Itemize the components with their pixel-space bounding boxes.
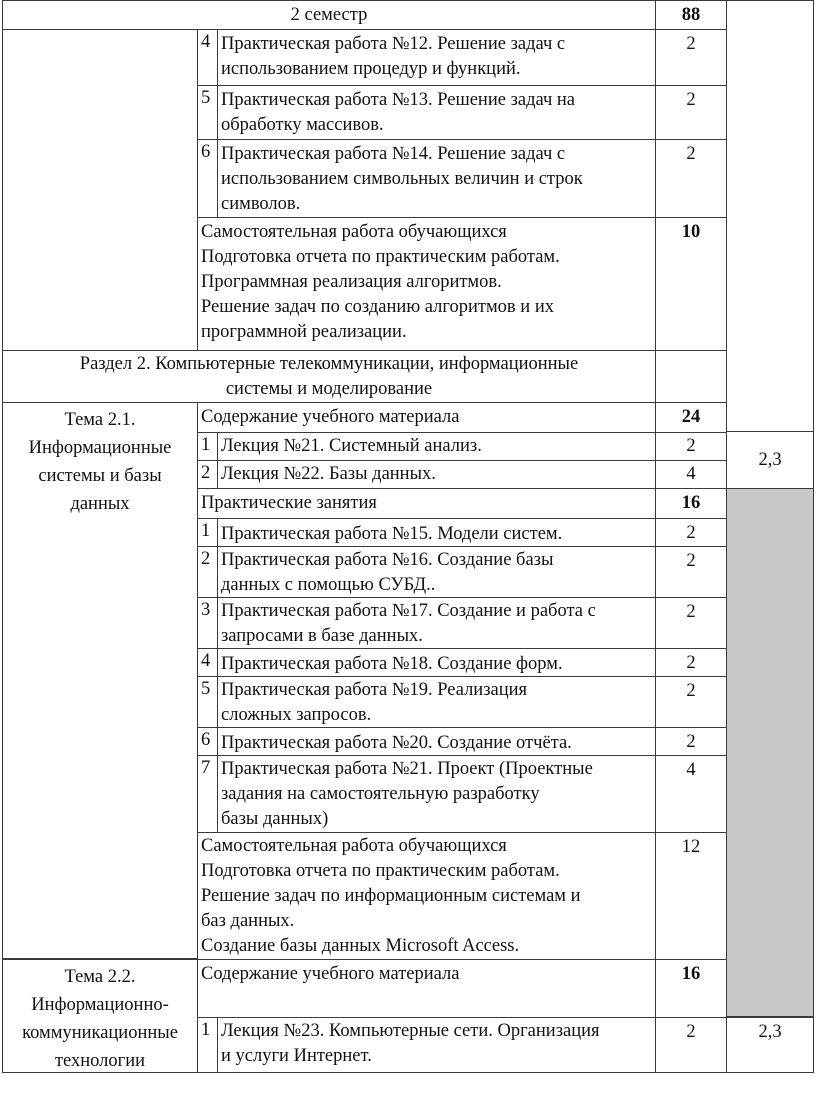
work-number (197, 648, 218, 677)
indep1-line-4: Решение задач по созданию алгоритмов и их (201, 297, 554, 317)
previous-topic-cell (2, 29, 198, 351)
work-hours (655, 755, 727, 833)
lecture-23-line-2: и услуги Интернет. (221, 1046, 372, 1066)
indep1-hours: 10 (681, 222, 701, 242)
lecture-21-hours: 2 (686, 436, 696, 456)
work-6-line-1: Практическая работа №14. Решение задач с (221, 144, 566, 164)
lecture-21-text: Лекция №21. Системный анализ. (221, 436, 482, 456)
lecture-23-line-1: Лекция №23. Компьютерные сети. Организация (221, 1021, 600, 1041)
work-5-line-1: Практическая работа №13. Решение задач на (221, 90, 576, 110)
work-4-hours: 2 (686, 34, 696, 54)
work-hours (655, 597, 727, 649)
work-number (197, 139, 218, 218)
work-4-line-1: Практическая работа №12. Решение задач с (221, 34, 566, 54)
work-number (197, 755, 218, 833)
work-18-num: 4 (201, 651, 211, 671)
work-description (217, 139, 656, 218)
work-description (217, 518, 656, 547)
semester-hours: 88 (681, 5, 701, 25)
lecture-description (217, 432, 656, 461)
work-description (217, 29, 656, 86)
semester-title: 2 семестр (290, 5, 368, 25)
work-number (197, 727, 218, 756)
lecture-hours (655, 432, 727, 461)
work-4-num: 4 (201, 32, 211, 52)
independent-work-description (197, 217, 656, 351)
indep2-line-5: Создание базы данных Microsoft Access. (201, 936, 520, 956)
work-21-line-2: задания на самостоятельную разработку (221, 784, 540, 804)
work-hours (655, 648, 727, 677)
indep2-hours: 12 (681, 837, 701, 857)
lecture-description (217, 1017, 656, 1073)
work-hours (655, 727, 727, 756)
work-hours (655, 518, 727, 547)
work-description (217, 85, 656, 140)
topic-2-1-line-1: Тема 2.1. (64, 410, 136, 430)
work-number (197, 676, 218, 728)
work-number (197, 597, 218, 649)
topic-2-1-title-cell (2, 402, 198, 959)
work-16-num: 2 (201, 549, 211, 569)
work-description (217, 648, 656, 677)
topic-2-1-line-4: данных (70, 494, 130, 514)
topic-2-2-line-1: Тема 2.2. (64, 967, 136, 987)
work-17-line-2: запросами в базе данных. (221, 626, 423, 646)
work-16-hours: 2 (686, 551, 696, 571)
work-description (217, 755, 656, 833)
work-18-hours: 2 (686, 653, 696, 673)
independent-work-description (197, 832, 656, 960)
work-16-line-2: данных с помощью СУБД.. (221, 575, 436, 595)
indep2-line-3: Решение задач по информационным системам и (201, 886, 581, 906)
work-6-num: 6 (201, 142, 211, 162)
practice-hours-cell (655, 488, 727, 519)
work-20-num: 6 (201, 730, 211, 750)
level-shaded-column (726, 488, 814, 1017)
practice-label-cell (197, 488, 656, 519)
content-hours-cell (655, 402, 727, 433)
section-2-hours-cell (655, 350, 727, 403)
topic-2-1-content-hours: 24 (681, 407, 701, 427)
work-20-hours: 2 (686, 732, 696, 752)
work-hours (655, 29, 727, 86)
level-cell (726, 1017, 814, 1073)
work-15-hours: 2 (686, 523, 696, 543)
practice-label: Практические занятия (201, 493, 377, 513)
content-hours-cell (655, 959, 727, 1018)
section-2-line-1: Раздел 2. Компьютерные телекоммуникации, информационные (79, 354, 579, 374)
indep1-line-3: Программная реализация алгоритмов. (201, 272, 502, 292)
practice-hours: 16 (681, 493, 701, 513)
work-5-hours: 2 (686, 90, 696, 110)
level-column-top (726, 0, 814, 432)
lecture-hours (655, 1017, 727, 1073)
work-description (217, 546, 656, 598)
lecture-hours (655, 460, 727, 489)
work-15-line-1: Практическая работа №15. Модели систем. (221, 524, 563, 544)
work-5-num: 5 (201, 88, 211, 108)
indep2-line-1: Самостоятельная работа обучающихся (201, 836, 507, 856)
topic-2-2-content-hours: 16 (681, 964, 701, 984)
topic-2-2-line-3: коммуникационные (22, 1023, 178, 1043)
work-19-line-2: сложных запросов. (221, 705, 372, 725)
topic-2-1-line-2: Информационные (28, 438, 172, 458)
work-16-line-1: Практическая работа №16. Создание базы (221, 550, 554, 570)
work-description (217, 727, 656, 756)
work-hours (655, 139, 727, 218)
work-6-hours: 2 (686, 144, 696, 164)
lecture-23-num: 1 (201, 1020, 211, 1040)
lecture-22-num: 2 (201, 463, 211, 483)
section-2-line-2: системы и моделирование (225, 379, 433, 399)
lecture-23-hours: 2 (686, 1022, 696, 1042)
content-label-cell (197, 402, 656, 433)
work-19-num: 5 (201, 679, 211, 699)
topic-2-2-line-4: технологии (54, 1051, 146, 1071)
work-5-line-2: обработку массивов. (221, 115, 384, 135)
lecture-number (197, 460, 218, 489)
work-number (197, 518, 218, 547)
lecture-22-hours: 4 (686, 464, 696, 484)
independent-work-hours (655, 832, 727, 960)
independent-work-hours (655, 217, 727, 351)
content-label-cell (197, 959, 656, 1018)
topic-2-2-level: 2,3 (758, 1022, 782, 1042)
topic-2-2-title-cell (2, 959, 198, 1073)
work-hours (655, 546, 727, 598)
indep2-line-2: Подготовка отчета по практическим работам. (201, 861, 560, 881)
level-cell (726, 431, 814, 489)
indep1-line-1: Самостоятельная работа обучающихся (201, 222, 507, 242)
work-17-hours: 2 (686, 602, 696, 622)
indep1-line-2: Подготовка отчета по практическим работам. (201, 247, 560, 267)
topic-2-1-level: 2,3 (758, 450, 782, 470)
lecture-number (197, 432, 218, 461)
topic-2-1-line-3: системы и базы (38, 466, 162, 486)
work-hours (655, 85, 727, 140)
work-15-num: 1 (201, 521, 211, 541)
work-19-line-1: Практическая работа №19. Реализация (221, 680, 528, 700)
work-number (197, 546, 218, 598)
work-description (217, 676, 656, 728)
work-description (217, 597, 656, 649)
work-21-line-3: базы данных) (221, 809, 329, 829)
lecture-22-text: Лекция №22. Базы данных. (221, 464, 436, 484)
work-17-num: 3 (201, 600, 211, 620)
work-number (197, 29, 218, 86)
indep1-line-5: программной реализации. (201, 322, 407, 342)
topic-2-2-content-label: Содержание учебного материала (201, 964, 460, 984)
work-17-line-1: Практическая работа №17. Создание и работа с (221, 601, 596, 621)
semester-title-cell (2, 0, 656, 30)
indep2-line-4: баз данных. (201, 911, 295, 931)
work-20-line-1: Практическая работа №20. Создание отчёта. (221, 733, 572, 753)
lecture-21-num: 1 (201, 435, 211, 455)
work-6-line-2: использованием символьных величин и строк (221, 169, 583, 189)
work-18-line-1: Практическая работа №18. Создание форм. (221, 654, 563, 674)
lecture-description (217, 460, 656, 489)
work-21-hours: 4 (686, 760, 696, 780)
work-number (197, 85, 218, 140)
work-6-line-3: символов. (221, 194, 301, 214)
topic-2-1-content-label: Содержание учебного материала (201, 407, 460, 427)
work-hours (655, 676, 727, 728)
work-21-line-1: Практическая работа №21. Проект (Проектные (221, 759, 593, 779)
work-21-num: 7 (201, 758, 211, 778)
topic-2-2-line-2: Информационно- (31, 995, 169, 1015)
lecture-number (197, 1017, 218, 1073)
section-2-heading (2, 350, 656, 403)
work-4-line-2: использованием процедур и функций. (221, 59, 521, 79)
work-19-hours: 2 (686, 681, 696, 701)
semester-hours-cell (655, 0, 727, 30)
